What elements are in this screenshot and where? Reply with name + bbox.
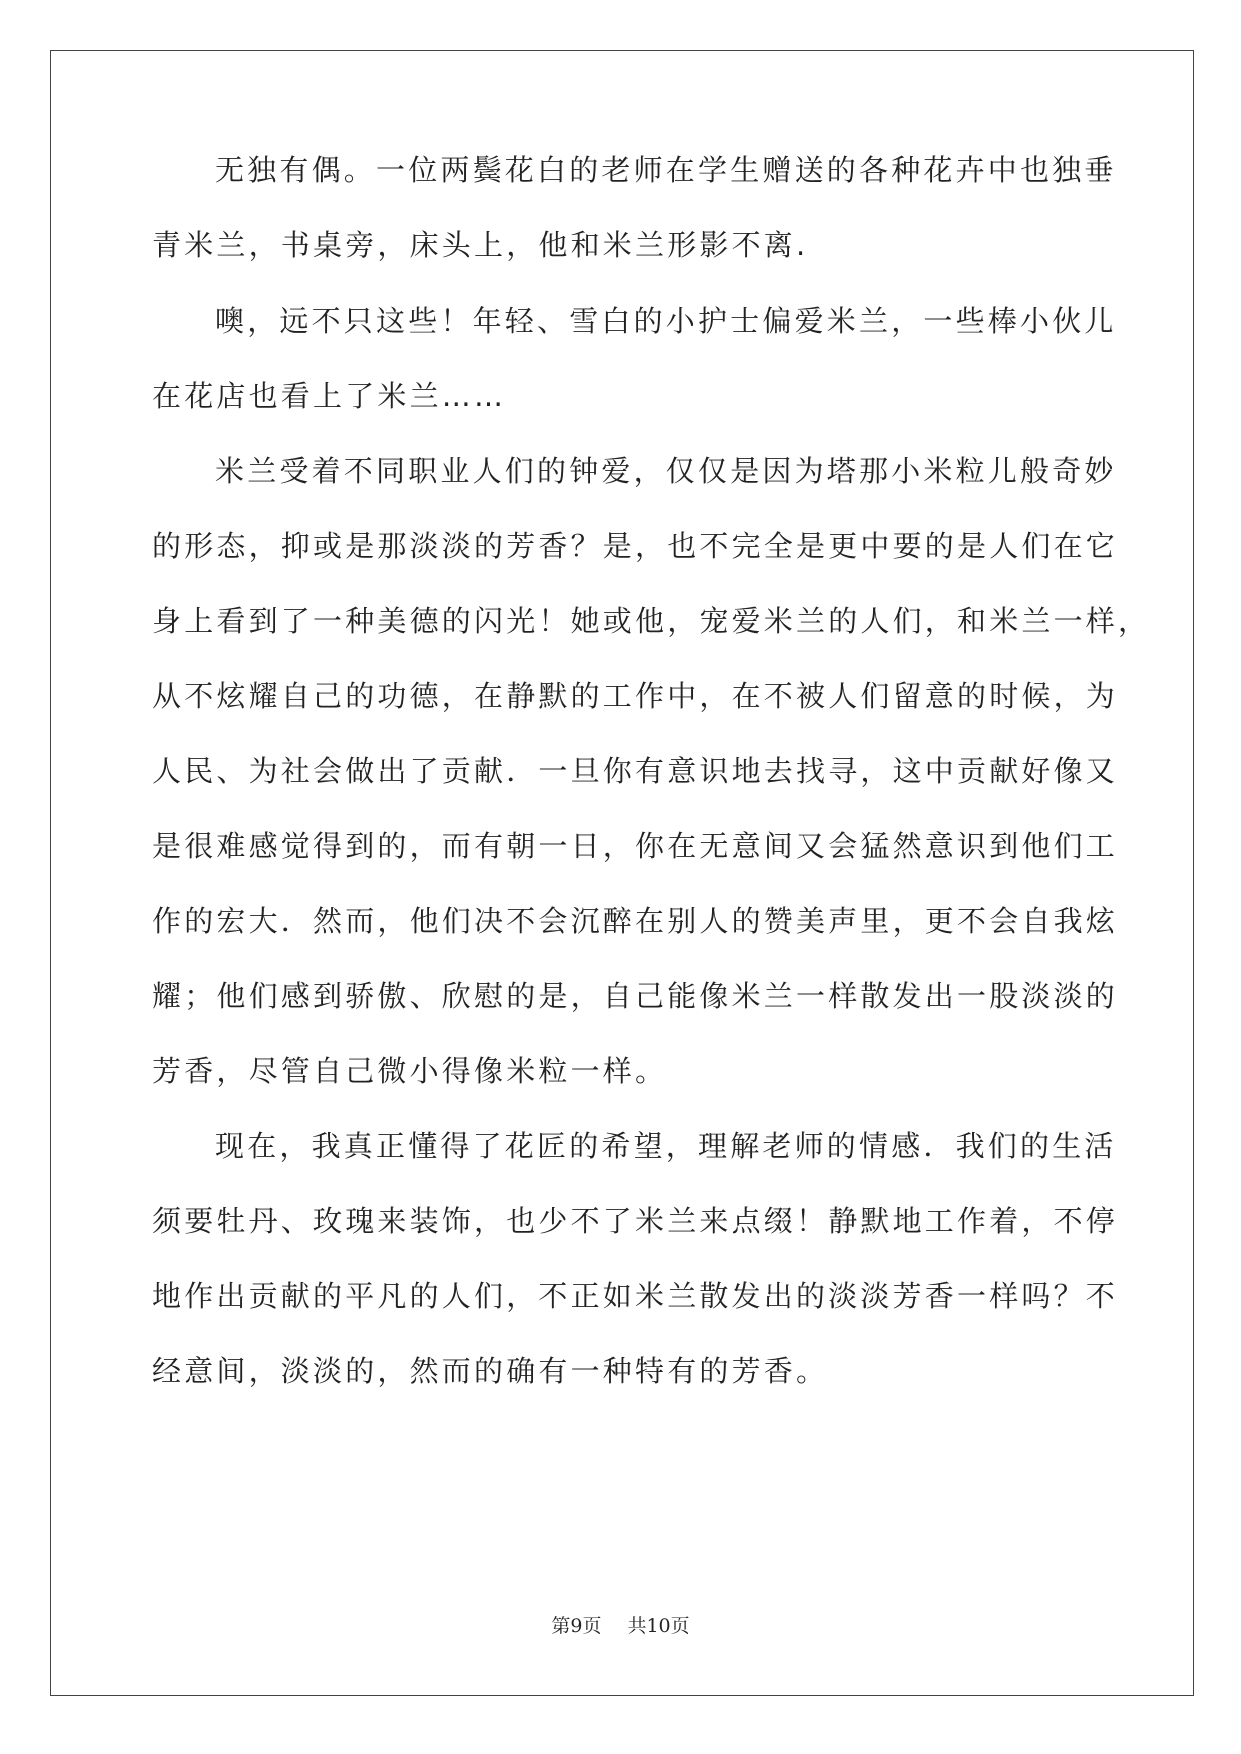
paragraph-2-line-1: 噢，远不只这些！年轻、雪白的小护士偏爱米兰，一些棒小伙儿 — [215, 304, 1117, 338]
paragraph-3-line-4: 从不炫耀自己的功德，在静默的工作中，在不被人们留意的时候，为 — [152, 679, 1119, 713]
paragraph-3-line-5: 人民、为社会做出了贡献．一旦你有意识地去找寻，这中贡献好像又 — [152, 754, 1119, 788]
paragraph-3-line-1: 米兰受着不同职业人们的钟爱，仅仅是因为塔那小米粒儿般奇妙 — [215, 454, 1117, 488]
page-footer — [0, 1613, 1241, 1639]
paragraph-4-line-4: 经意间，淡淡的，然而的确有一种特有的芳香。 — [152, 1354, 829, 1388]
paragraph-1-line-1: 无独有偶。一位两鬓花白的老师在学生赠送的各种花卉中也独垂 — [215, 153, 1117, 187]
total-pages-label: 共10页 — [627, 1615, 690, 1637]
paragraph-4-line-3: 地作出贡献的平凡的人们，不正如米兰散发出的淡淡芳香一样吗？不 — [152, 1279, 1119, 1313]
paragraph-3-line-6: 是很难感觉得到的，而有朝一日，你在无意间又会猛然意识到他们工 — [152, 829, 1119, 863]
paragraph-3-line-9: 芳香，尽管自己微小得像米粒一样。 — [152, 1054, 668, 1088]
current-page-label: 第9页 — [551, 1615, 602, 1637]
paragraph-4-line-2: 须要牡丹、玫瑰来装饰，也少不了米兰来点缀！静默地工作着，不停 — [152, 1204, 1119, 1238]
paragraph-4-line-1: 现在，我真正懂得了花匠的希望，理解老师的情感．我们的生活 — [215, 1129, 1117, 1163]
paragraph-3-line-3: 身上看到了一种美德的闪光！她或他，宠爱米兰的人们，和米兰一样， — [152, 604, 1151, 638]
paragraph-3-line-7: 作的宏大．然而，他们决不会沉醉在别人的赞美声里，更不会自我炫 — [152, 904, 1119, 938]
paragraph-3-line-2: 的形态，抑或是那淡淡的芳香？是，也不完全是更中要的是人们在它 — [152, 529, 1119, 563]
paragraph-2-line-2: 在花店也看上了米兰…… — [152, 379, 507, 413]
page-border — [50, 50, 1194, 1696]
paragraph-3-line-8: 耀；他们感到骄傲、欣慰的是，自己能像米兰一样散发出一股淡淡的 — [152, 979, 1119, 1013]
paragraph-1-line-2: 青米兰，书桌旁，床头上，他和米兰形影不离. — [152, 228, 809, 262]
